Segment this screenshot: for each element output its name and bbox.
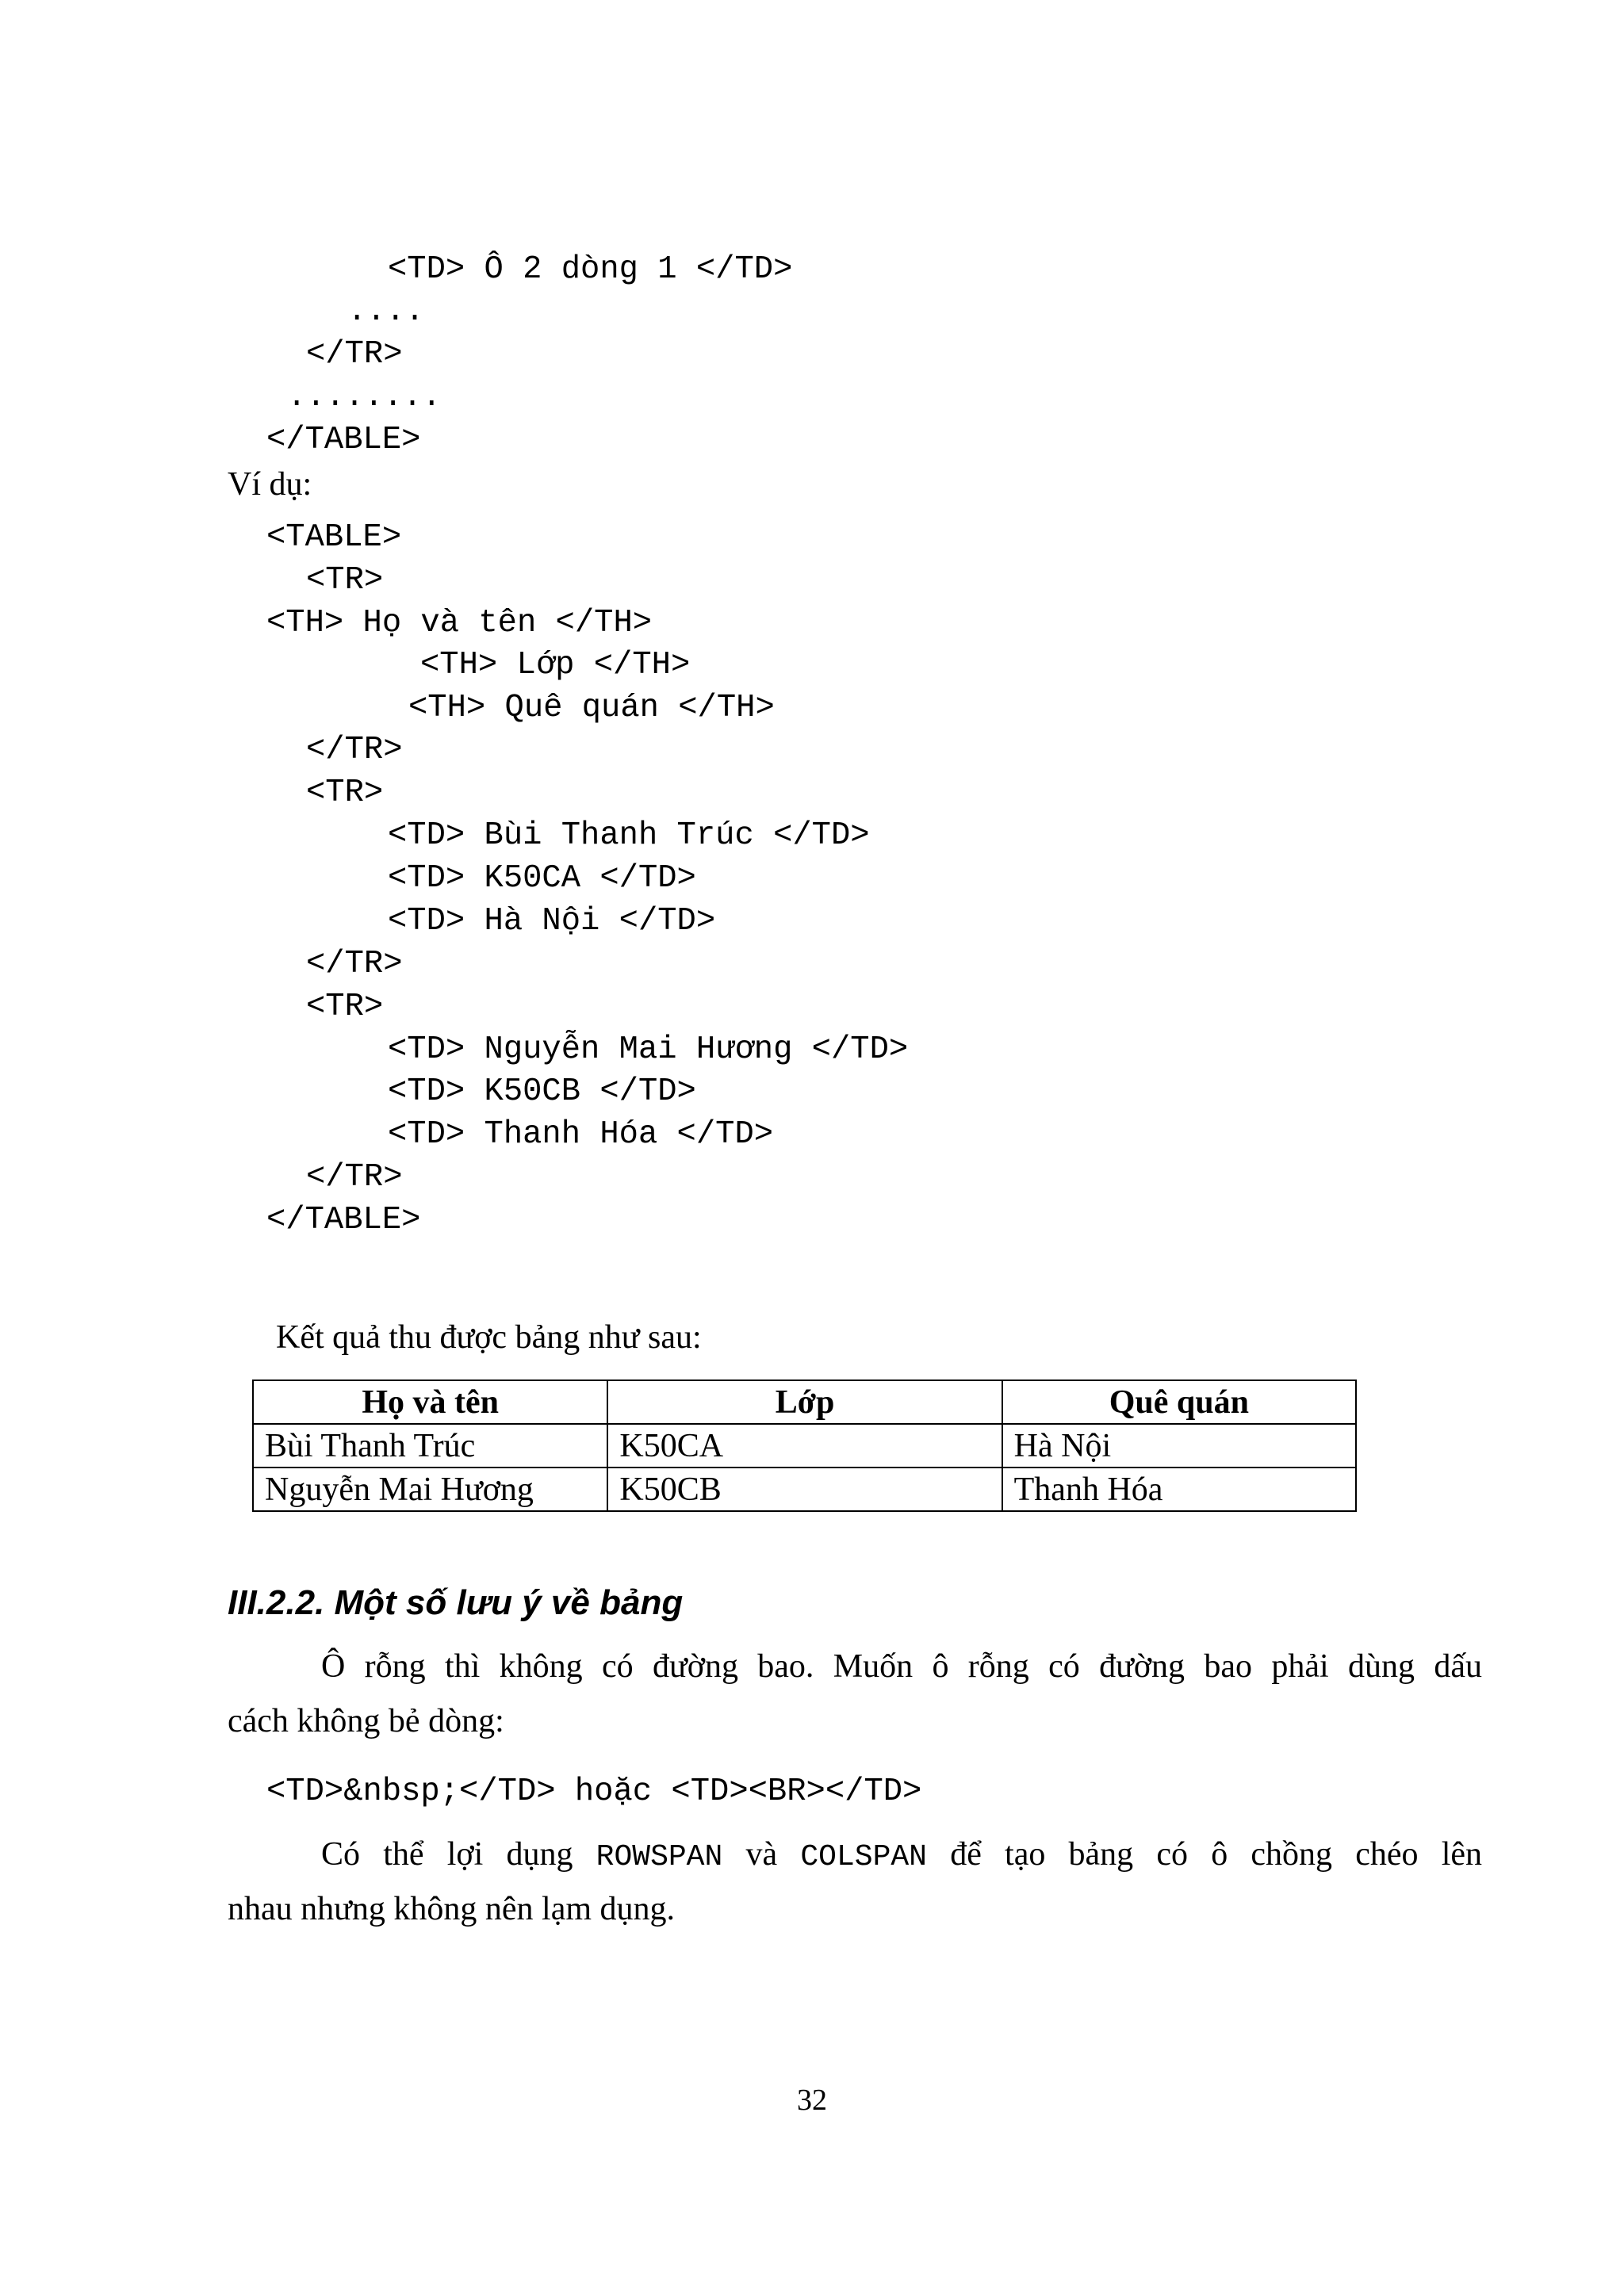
code-span: hoặc bbox=[574, 1774, 653, 1810]
code-line: <TH> Lớp </TH> bbox=[420, 647, 691, 683]
keyword-colspan: COLSPAN bbox=[800, 1840, 927, 1874]
code-line: .... bbox=[347, 293, 425, 330]
table-cell: Bùi Thanh Trúc bbox=[253, 1424, 607, 1468]
paragraph-line: nhau nhưng không nên lạm dụng. bbox=[228, 1891, 676, 1927]
paragraph-text: để tạo bảng có ô chồng chéo lên bbox=[950, 1836, 1483, 1873]
section-heading: III.2.2. Một số lưu ý về bảng bbox=[228, 1583, 684, 1622]
paragraph-text: và bbox=[745, 1836, 778, 1873]
code-line: <TD> Ô 2 dòng 1 </TD> bbox=[388, 251, 793, 288]
table-row bbox=[253, 1468, 1356, 1511]
code-line: <TR> bbox=[306, 562, 384, 599]
paragraph-line bbox=[228, 1838, 1482, 1873]
code-line: </TR> bbox=[306, 1159, 403, 1196]
page-number: 32 bbox=[797, 2084, 827, 2117]
example-label: Ví dụ: bbox=[228, 466, 312, 503]
code-line bbox=[266, 1776, 921, 1808]
code-line: <TABLE> bbox=[266, 519, 402, 556]
result-intro: Kết quả thu được bảng như sau: bbox=[276, 1319, 702, 1356]
table-cell: K50CB bbox=[607, 1468, 1002, 1511]
table-cell: Nguyễn Mai Hương bbox=[253, 1468, 607, 1511]
table-header-cell: Lớp bbox=[607, 1380, 1002, 1424]
result-table bbox=[252, 1380, 1357, 1512]
code-span: <TD><BR></TD> bbox=[671, 1774, 922, 1810]
code-line: <TD> Bùi Thanh Trúc </TD> bbox=[388, 817, 870, 854]
paragraph-text: Ô rỗng thì không có đường bao. Muốn ô rỗng có đường bao phải dùng dấu bbox=[321, 1648, 1482, 1685]
table-cell: Hà Nội bbox=[1002, 1424, 1356, 1468]
table-header-row bbox=[253, 1380, 1356, 1424]
table-cell: Thanh Hóa bbox=[1002, 1468, 1356, 1511]
code-line: <TR> bbox=[306, 989, 384, 1025]
code-span: <TD>&nbsp;</TD> bbox=[266, 1774, 556, 1810]
paragraph-text: Có thể lợi dụng bbox=[321, 1836, 573, 1873]
code-line: ........ bbox=[287, 379, 442, 415]
table-header-cell: Quê quán bbox=[1002, 1380, 1356, 1424]
code-line: <TD> Nguyễn Mai Hương </TD> bbox=[388, 1031, 909, 1068]
code-line: <TH> Quê quán </TH> bbox=[408, 690, 775, 726]
code-line: </TR> bbox=[306, 336, 403, 373]
code-line: <TD> Hà Nội </TD> bbox=[388, 903, 716, 939]
code-line: </TABLE> bbox=[266, 422, 421, 458]
table-header-cell: Họ và tên bbox=[253, 1380, 607, 1424]
code-line: <TH> Họ và tên </TH> bbox=[266, 605, 653, 641]
code-line: <TD> K50CA </TD> bbox=[388, 860, 696, 897]
code-line: <TD> Thanh Hóa </TD> bbox=[388, 1116, 774, 1153]
code-line: </TABLE> bbox=[266, 1202, 421, 1238]
keyword-rowspan: ROWSPAN bbox=[596, 1840, 723, 1874]
code-line: <TR> bbox=[306, 775, 384, 811]
code-line: <TD> K50CB </TD> bbox=[388, 1073, 696, 1110]
paragraph-line bbox=[228, 1650, 1482, 1683]
code-line: </TR> bbox=[306, 946, 403, 982]
table-cell: K50CA bbox=[607, 1424, 1002, 1468]
code-line: </TR> bbox=[306, 732, 403, 768]
paragraph-line: cách không bẻ dòng: bbox=[228, 1703, 504, 1739]
table-row bbox=[253, 1424, 1356, 1468]
